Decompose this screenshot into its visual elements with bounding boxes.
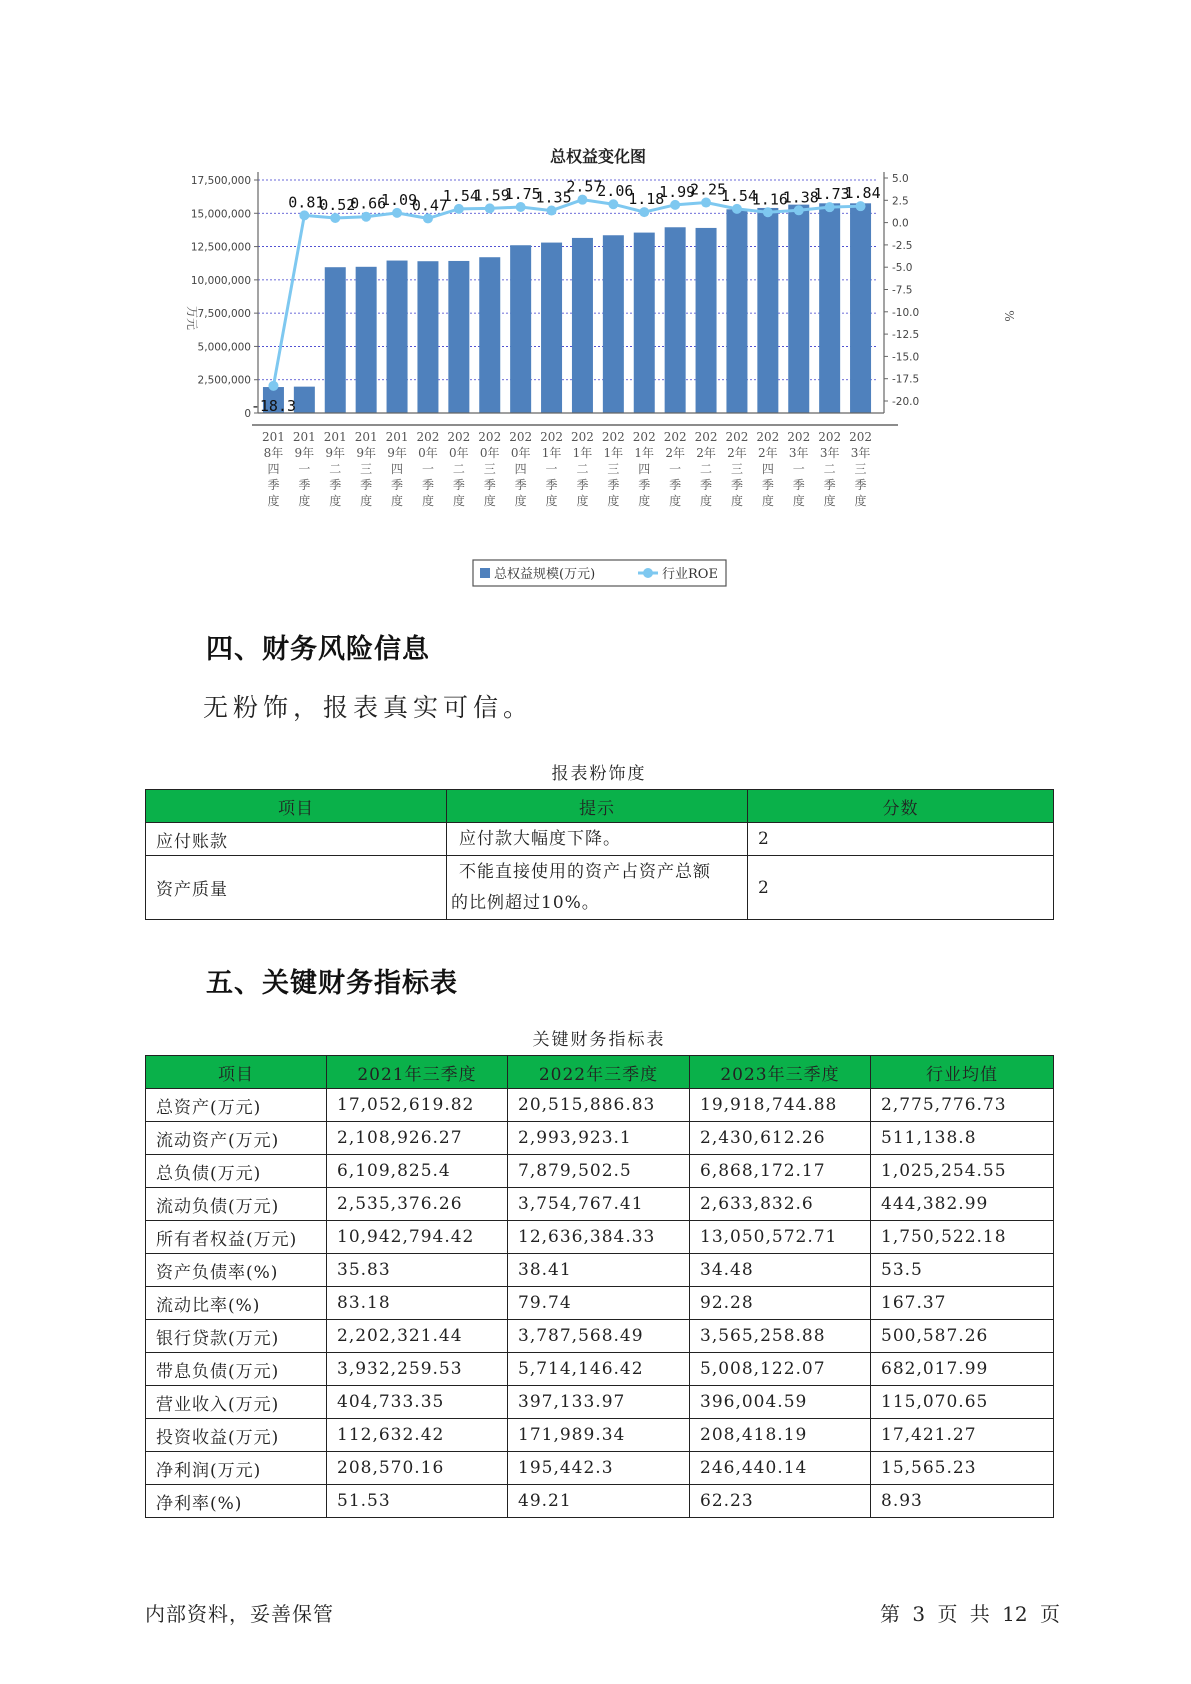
bar: [356, 267, 377, 413]
x-tick-label: 二: [329, 462, 342, 476]
x-tick-label: 202: [632, 430, 656, 444]
x-tick-label: 二: [576, 462, 589, 476]
x-tick-label: 1年: [603, 446, 624, 460]
x-tick-label: 四: [267, 462, 280, 476]
kpi-cell: 396,004.59: [690, 1386, 871, 1419]
roe-point: [454, 204, 464, 214]
kpi-cell: 3,754,767.41: [508, 1188, 690, 1221]
roe-point: [299, 210, 309, 220]
x-tick-label: 季: [854, 478, 867, 492]
chart-title: 总权益变化图: [549, 147, 647, 166]
kpi-cell: 112,632.42: [327, 1419, 508, 1452]
kpi-cell: 404,733.35: [327, 1386, 508, 1419]
x-tick-label: 2年: [696, 446, 716, 460]
kpi-cell: 17,421.27: [871, 1419, 1054, 1452]
kpi-row-label: 净利润(万元): [146, 1452, 327, 1485]
x-tick-label: 三: [360, 462, 373, 476]
y2-tick-label: 0.0: [892, 217, 909, 230]
kpi-cell: 2,430,612.26: [690, 1122, 871, 1155]
bar: [417, 261, 438, 413]
footer-page-number: 第 3 页 共 12 页: [880, 1602, 1060, 1626]
x-tick-label: 季: [298, 478, 311, 492]
equity-chart: [150, 135, 1050, 595]
x-tick-label: 0年: [479, 446, 500, 460]
x-tick-label: 201: [261, 430, 285, 444]
y2-tick-label: -7.5: [892, 284, 913, 297]
x-tick-label: 202: [787, 430, 811, 444]
x-tick-label: 1年: [572, 446, 593, 460]
y-tick-label: 12,500,000: [190, 241, 251, 254]
x-tick-label: 三: [854, 462, 867, 476]
kpi-header-industry-avg: 行业均值: [871, 1056, 1054, 1089]
x-tick-label: 度: [730, 494, 743, 508]
kpi-header-2023q3: 2023年三季度: [690, 1056, 871, 1089]
bar: [757, 208, 778, 413]
y-tick-label: 5,000,000: [197, 341, 251, 354]
x-tick-label: 度: [298, 494, 311, 508]
x-tick-label: 2年: [665, 446, 685, 460]
kpi-cell: 2,108,926.27: [327, 1122, 508, 1155]
equity-chart-svg: [150, 135, 1050, 595]
x-tick-label: 度: [576, 494, 589, 508]
x-tick-label: 202: [663, 430, 687, 444]
x-tick-label: 3年: [788, 446, 809, 460]
kpi-cell: 115,070.65: [871, 1386, 1054, 1419]
kpi-cell: 397,133.97: [508, 1386, 690, 1419]
x-tick-label: 9年: [356, 446, 376, 460]
kpi-cell: 3,932,259.53: [327, 1353, 508, 1386]
x-tick-label: 3年: [819, 446, 840, 460]
kpi-header-2022q3: 2022年三季度: [508, 1056, 690, 1089]
kpi-row-label: 所有者权益(万元): [146, 1221, 327, 1254]
roe-data-label: 1.99: [659, 182, 696, 201]
kpi-cell: 195,442.3: [508, 1452, 690, 1485]
kpi-cell: 208,570.16: [327, 1452, 508, 1485]
x-tick-label: 季: [421, 478, 434, 492]
y2-tick-label: -10.0: [892, 306, 920, 319]
kpi-row-label: 流动负债(万元): [146, 1188, 327, 1221]
kpi-row-label: 净利率(%): [146, 1485, 327, 1518]
x-tick-label: 202: [694, 430, 718, 444]
x-tick-label: 度: [700, 494, 713, 508]
x-tick-label: 3年: [850, 446, 871, 460]
x-tick-label: 度: [669, 494, 682, 508]
x-tick-label: 一: [669, 462, 682, 476]
bar: [325, 267, 346, 413]
roe-data-label: 1.18: [628, 190, 665, 209]
x-tick-label: 四: [761, 462, 774, 476]
x-tick-label: 季: [452, 478, 465, 492]
roe-point: [825, 202, 835, 212]
x-tick-label: 一: [792, 462, 805, 476]
x-tick-label: 202: [570, 430, 594, 444]
legend-bar-swatch: [480, 568, 490, 578]
kpi-cell: 3,787,568.49: [508, 1320, 690, 1353]
roe-point: [577, 195, 587, 205]
x-tick-label: 三: [607, 462, 620, 476]
roe-data-label: 1.16: [751, 190, 788, 209]
x-tick-label: 三: [730, 462, 743, 476]
x-tick-label: 202: [447, 430, 471, 444]
roe-data-label: -18.3: [250, 396, 297, 415]
roe-point: [639, 207, 649, 217]
x-tick-label: 季: [391, 478, 404, 492]
x-tick-label: 9年: [325, 446, 346, 460]
kpi-cell: 511,138.8: [871, 1122, 1054, 1155]
kpi-table-caption: 关键财务指标表: [532, 1030, 666, 1050]
kpi-cell: 51.53: [327, 1485, 508, 1518]
risk-header-hint: 提示: [447, 790, 748, 823]
roe-point: [268, 381, 278, 391]
roe-point: [547, 206, 557, 216]
x-tick-label: 度: [329, 494, 342, 508]
x-tick-label: 度: [360, 494, 373, 508]
table-row: [146, 1353, 1054, 1386]
roe-data-label: 1.84: [844, 184, 881, 203]
table-row: [146, 1188, 1054, 1221]
y2-tick-label: -17.5: [892, 373, 920, 386]
bar: [448, 261, 469, 413]
x-tick-label: 季: [329, 478, 342, 492]
kpi-cell: 17,052,619.82: [327, 1089, 508, 1122]
kpi-cell: 7,879,502.5: [508, 1155, 690, 1188]
kpi-cell: 10,942,794.42: [327, 1221, 508, 1254]
kpi-cell: 208,418.19: [690, 1419, 871, 1452]
x-tick-label: 201: [323, 430, 347, 444]
x-tick-label: 2年: [758, 446, 778, 460]
x-tick-label: 202: [849, 430, 873, 444]
x-tick-label: 202: [725, 430, 749, 444]
x-tick-label: 202: [416, 430, 440, 444]
risk-score: 2: [748, 823, 1054, 856]
roe-data-label: 1.35: [535, 188, 572, 207]
y-tick-label: 7,500,000: [197, 308, 251, 321]
y2-tick-label: -12.5: [892, 329, 920, 342]
kpi-cell: 15,565.23: [871, 1452, 1054, 1485]
kpi-cell: 79.74: [508, 1287, 690, 1320]
kpi-cell: 246,440.14: [690, 1452, 871, 1485]
kpi-cell: 6,109,825.4: [327, 1155, 508, 1188]
kpi-cell: 171,989.34: [508, 1419, 690, 1452]
footer-confidential-note: 内部资料，妥善保管: [145, 1602, 334, 1626]
kpi-table: [145, 1055, 1054, 1518]
risk-score: 2: [748, 856, 1054, 920]
x-tick-label: 度: [267, 494, 280, 508]
legend-line-label: 行业ROE: [662, 567, 718, 582]
x-tick-label: 四: [638, 462, 651, 476]
x-tick-label: 季: [607, 478, 620, 492]
roe-point: [856, 201, 866, 211]
y2-tick-label: -15.0: [892, 351, 920, 364]
table-row: [146, 1221, 1054, 1254]
x-tick-label: 二: [823, 462, 836, 476]
risk-item: 应付账款: [146, 823, 447, 856]
kpi-cell: 83.18: [327, 1287, 508, 1320]
x-tick-label: 201: [354, 430, 378, 444]
kpi-header-item: 项目: [146, 1056, 327, 1089]
bar: [726, 209, 747, 413]
roe-point: [794, 205, 804, 215]
risk-header-score: 分数: [748, 790, 1054, 823]
table-row: [146, 1254, 1054, 1287]
x-tick-label: 202: [756, 430, 780, 444]
x-tick-label: 201: [292, 430, 316, 444]
kpi-cell: 2,535,376.26: [327, 1188, 508, 1221]
y-tick-label: 17,500,000: [190, 175, 251, 187]
x-tick-label: 度: [761, 494, 774, 508]
x-tick-label: 季: [792, 478, 805, 492]
table-row: [146, 1452, 1054, 1485]
x-tick-label: 202: [601, 430, 625, 444]
x-tick-label: 季: [545, 478, 558, 492]
x-tick-label: 度: [638, 494, 651, 508]
roe-data-label: 1.09: [380, 190, 418, 209]
kpi-cell: 444,382.99: [871, 1188, 1054, 1221]
kpi-row-label: 流动比率(%): [146, 1287, 327, 1320]
bar: [819, 203, 840, 413]
x-tick-label: 8年: [263, 446, 284, 460]
risk-header-item: 项目: [146, 790, 447, 823]
roe-data-label: 1.38: [782, 188, 819, 207]
x-tick-label: 季: [638, 478, 651, 492]
roe-data-label: 0.47: [411, 196, 449, 215]
x-tick-label: 度: [854, 494, 867, 508]
roe-point: [423, 213, 433, 223]
x-tick-label: 季: [823, 478, 836, 492]
bar: [572, 238, 593, 413]
roe-point: [330, 213, 340, 223]
kpi-cell: 20,515,886.83: [508, 1089, 690, 1122]
table-row: [146, 1419, 1054, 1452]
roe-data-label: 1.75: [504, 184, 541, 203]
y2-tick-label: 2.5: [892, 195, 909, 208]
x-tick-label: 9年: [387, 446, 407, 460]
roe-data-label: 2.25: [689, 180, 727, 199]
kpi-cell: 682,017.99: [871, 1353, 1054, 1386]
x-tick-label: 0年: [449, 446, 469, 460]
risk-hint: [447, 856, 748, 920]
x-tick-label: 季: [360, 478, 373, 492]
roe-point: [608, 199, 618, 209]
kpi-cell: 5,008,122.07: [690, 1353, 871, 1386]
x-tick-label: 0年: [510, 446, 531, 460]
roe-point: [670, 200, 680, 210]
x-tick-label: 季: [483, 478, 496, 492]
x-tick-label: 季: [730, 478, 743, 492]
kpi-cell: 2,993,923.1: [508, 1122, 690, 1155]
y2-tick-label: -5.0: [892, 262, 913, 275]
x-tick-label: 9年: [294, 446, 315, 460]
bar: [387, 261, 408, 413]
x-tick-label: 度: [823, 494, 836, 508]
kpi-table-body: [146, 1089, 1054, 1518]
x-tick-label: 202: [478, 430, 502, 444]
legend-line-marker: [643, 568, 653, 578]
kpi-header-2021q3: 2021年三季度: [327, 1056, 508, 1089]
kpi-row-label: 资产负债率(%): [146, 1254, 327, 1287]
bar: [788, 205, 809, 413]
x-tick-label: 度: [792, 494, 805, 508]
table-row: [146, 1485, 1054, 1518]
roe-data-label: 1.54: [442, 186, 479, 205]
kpi-row-label: 投资收益(万元): [146, 1419, 327, 1452]
roe-data-label: 0.66: [350, 194, 387, 213]
roe-data-label: 0.81: [288, 193, 325, 212]
kpi-cell: 2,775,776.73: [871, 1089, 1054, 1122]
kpi-cell: 167.37: [871, 1287, 1054, 1320]
bar: [603, 235, 624, 413]
risk-hint-line: 不能直接使用的资产占资产总额: [459, 861, 711, 882]
bar: [850, 203, 871, 413]
x-tick-label: 季: [761, 478, 774, 492]
kpi-row-label: 流动资产(万元): [146, 1122, 327, 1155]
x-tick-label: 度: [607, 494, 620, 508]
roe-point: [485, 203, 495, 213]
kpi-cell: 19,918,744.88: [690, 1089, 871, 1122]
risk-table-caption: 报表粉饰度: [551, 764, 647, 784]
roe-point: [732, 204, 742, 214]
table-row: [146, 1320, 1054, 1353]
section-4-heading: 四、财务风险信息: [206, 634, 430, 665]
table-row: [146, 1122, 1054, 1155]
risk-table-header: [146, 790, 1054, 823]
table-row: [146, 1155, 1054, 1188]
kpi-cell: 12,636,384.33: [508, 1221, 690, 1254]
x-tick-label: 度: [483, 494, 496, 508]
x-tick-label: 季: [576, 478, 589, 492]
y-tick-label: 2,500,000: [197, 374, 251, 387]
table-row: [146, 1089, 1054, 1122]
y2-axis-label: %: [1002, 310, 1016, 322]
x-tick-label: 四: [391, 462, 404, 476]
y-axis-label: 万元: [185, 305, 199, 331]
bar: [479, 257, 500, 413]
table-row: [146, 1287, 1054, 1320]
section-5-heading: 五、关键财务指标表: [206, 968, 458, 999]
x-tick-label: 季: [700, 478, 713, 492]
x-tick-label: 季: [669, 478, 682, 492]
x-tick-label: 度: [421, 494, 434, 508]
roe-point: [361, 212, 371, 222]
roe-data-label: 2.57: [566, 177, 603, 196]
kpi-cell: 62.23: [690, 1485, 871, 1518]
y2-tick-label: 5.0: [892, 173, 909, 185]
kpi-cell: 53.5: [871, 1254, 1054, 1287]
x-tick-label: 一: [421, 462, 434, 476]
y-tick-label: 10,000,000: [190, 274, 251, 287]
risk-table: [145, 789, 1054, 920]
bar: [541, 243, 562, 413]
bar: [696, 228, 717, 413]
bar: [510, 245, 531, 413]
x-tick-label: 202: [818, 430, 842, 444]
x-tick-label: 四: [514, 462, 527, 476]
roe-point: [701, 198, 711, 208]
y-tick-label: 15,000,000: [190, 208, 251, 221]
roe-data-label: 0.52: [319, 195, 356, 214]
roe-data-label: 1.54: [720, 186, 758, 205]
kpi-cell: 2,202,321.44: [327, 1320, 508, 1353]
kpi-cell: 1,750,522.18: [871, 1221, 1054, 1254]
kpi-cell: 500,587.26: [871, 1320, 1054, 1353]
chart-legend: [473, 560, 726, 586]
kpi-cell: 35.83: [327, 1254, 508, 1287]
chart-x-labels: [262, 430, 872, 508]
bar: [665, 227, 686, 413]
risk-hint: [447, 823, 748, 856]
x-tick-label: 度: [452, 494, 465, 508]
kpi-row-label: 总资产(万元): [146, 1089, 327, 1122]
bar: [634, 233, 655, 413]
x-tick-label: 季: [267, 478, 280, 492]
chart-bars: [263, 203, 871, 413]
kpi-cell: 8.93: [871, 1485, 1054, 1518]
y2-tick-label: -20.0: [892, 396, 920, 408]
risk-hint-text: 应付款大幅度下降。: [459, 828, 621, 849]
kpi-cell: 2,633,832.6: [690, 1188, 871, 1221]
x-tick-label: 度: [545, 494, 558, 508]
x-tick-label: 1年: [541, 446, 562, 460]
x-tick-label: 季: [514, 478, 527, 492]
x-tick-label: 三: [483, 462, 496, 476]
legend-bar-label: 总权益规模(万元): [494, 567, 596, 582]
roe-data-label: 1.59: [473, 186, 510, 205]
table-row: [146, 1386, 1054, 1419]
table-row: [146, 823, 1054, 856]
roe-point: [392, 208, 402, 218]
x-tick-label: 度: [391, 494, 404, 508]
risk-hint-line: 的比例超过10%。: [451, 892, 600, 913]
x-tick-label: 二: [700, 462, 713, 476]
roe-point: [763, 207, 773, 217]
x-tick-label: 1年: [634, 446, 655, 460]
roe-data-label: 2.06: [597, 182, 634, 201]
kpi-cell: 34.48: [690, 1254, 871, 1287]
kpi-cell: 49.21: [508, 1485, 690, 1518]
roe-data-label: 1.73: [813, 185, 850, 204]
x-tick-label: 2年: [727, 446, 747, 460]
x-tick-label: 二: [452, 462, 465, 476]
risk-item: 资产质量: [146, 856, 447, 920]
x-tick-label: 0年: [418, 446, 438, 460]
x-tick-label: 201: [385, 430, 409, 444]
kpi-cell: 5,714,146.42: [508, 1353, 690, 1386]
x-tick-label: 度: [514, 494, 527, 508]
risk-summary-text: 无粉饰，报表真实可信。: [203, 693, 534, 722]
y2-tick-label: -2.5: [892, 239, 913, 252]
x-tick-label: 一: [545, 462, 558, 476]
kpi-cell: 92.28: [690, 1287, 871, 1320]
kpi-cell: 6,868,172.17: [690, 1155, 871, 1188]
kpi-row-label: 总负债(万元): [146, 1155, 327, 1188]
table-row: [146, 856, 1054, 920]
kpi-table-header: [146, 1056, 1054, 1089]
kpi-cell: 38.41: [508, 1254, 690, 1287]
y-tick-label: 0: [244, 408, 251, 420]
kpi-cell: 1,025,254.55: [871, 1155, 1054, 1188]
x-tick-label: 202: [540, 430, 564, 444]
kpi-row-label: 银行贷款(万元): [146, 1320, 327, 1353]
x-tick-label: 202: [509, 430, 533, 444]
kpi-cell: 3,565,258.88: [690, 1320, 871, 1353]
kpi-cell: 13,050,572.71: [690, 1221, 871, 1254]
roe-point: [516, 202, 526, 212]
kpi-row-label: 营业收入(万元): [146, 1386, 327, 1419]
bar: [294, 387, 315, 413]
kpi-row-label: 带息负债(万元): [146, 1353, 327, 1386]
x-tick-label: 一: [298, 462, 311, 476]
